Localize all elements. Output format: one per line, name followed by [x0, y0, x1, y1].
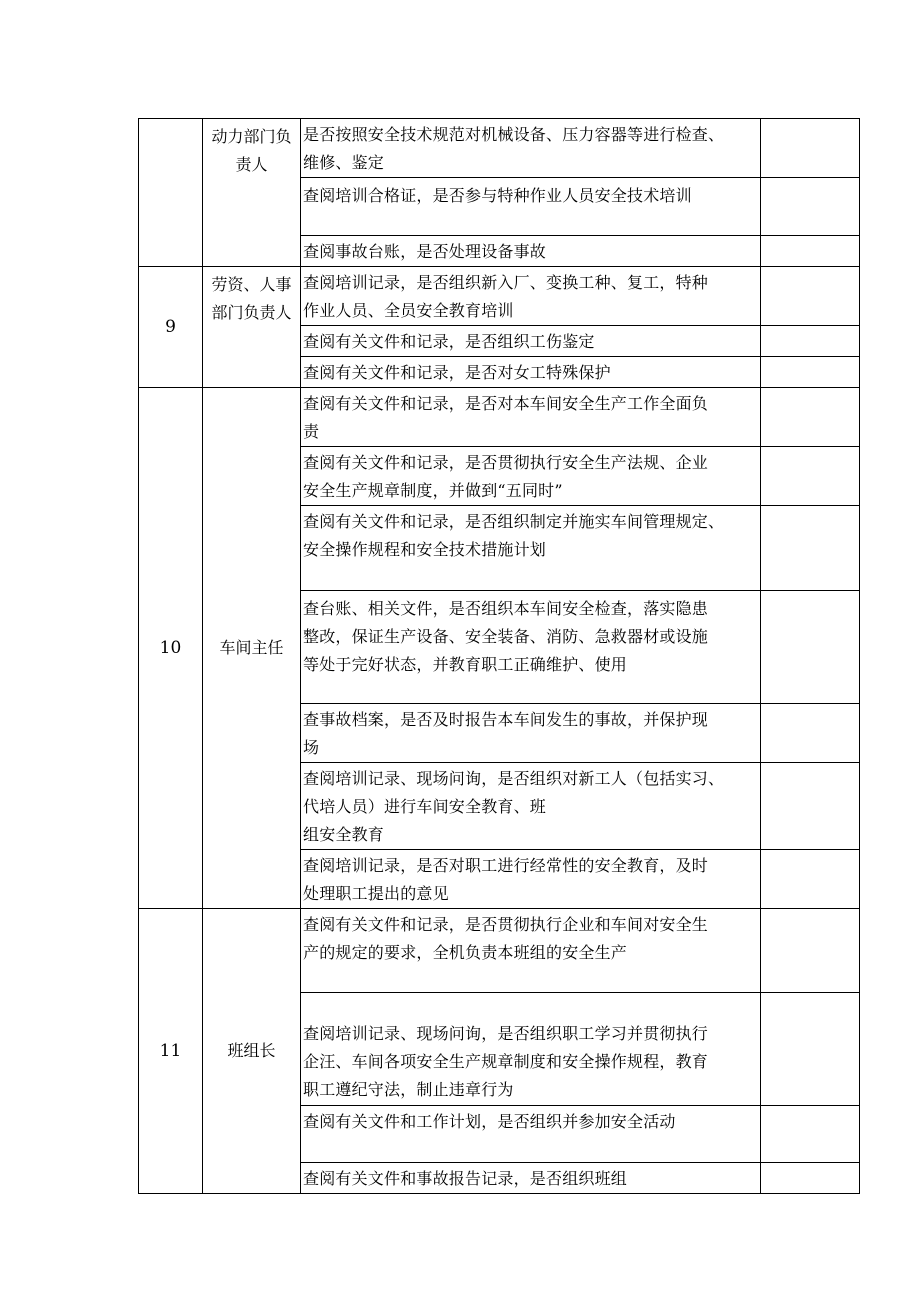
check-item: 查阅有关文件和记录，是否组织工伤鉴定 — [301, 326, 761, 357]
check-item: 查事故档案，是否及时报告本车间发生的事故，并保护现 场 — [301, 704, 761, 763]
result-cell[interactable] — [761, 119, 860, 178]
row-number: 9 — [139, 267, 203, 388]
table-row — [139, 388, 860, 447]
result-cell[interactable] — [761, 236, 860, 267]
check-item: 是否按照安全技术规范对机械设备、压力容器等进行检查、 维修、鉴定 — [301, 119, 761, 178]
check-item: 查阅培训记录、现场问询，是否组织对新工人（包括实习、 代培人员）进行车间安全教育、班 组安全教育 — [301, 763, 761, 850]
check-item: 查台账、相关文件，是否组织本车间安全检查，落实隐患 整改，保证生产设备、安全装备、消防、急救器材或设施 等处于完好状态，并教育职工正确维护、使用 — [301, 591, 761, 704]
check-item: 查阅有关文件和事故报告记录，是否组织班组 — [301, 1163, 761, 1194]
result-cell[interactable] — [761, 591, 860, 704]
check-item: 查阅有关文件和记录，是否对本车间安全生产工作全面负 责 — [301, 388, 761, 447]
table-row — [139, 119, 860, 178]
result-cell[interactable] — [761, 178, 860, 236]
result-cell[interactable] — [761, 267, 860, 326]
result-cell[interactable] — [761, 447, 860, 506]
inspection-table — [138, 118, 860, 1194]
check-item: 查阅有关文件和记录，是否对女工特殊保护 — [301, 357, 761, 388]
result-cell[interactable] — [761, 1163, 860, 1194]
result-cell[interactable] — [761, 909, 860, 993]
result-cell[interactable] — [761, 763, 860, 850]
result-cell[interactable] — [761, 850, 860, 909]
role-cell: 劳资、人事部门负责人 — [203, 267, 301, 388]
row-number — [139, 119, 203, 267]
check-item: 查阅事故台账，是否处理设备事故 — [301, 236, 761, 267]
row-number: 11 — [139, 909, 203, 1194]
result-cell[interactable] — [761, 506, 860, 591]
result-cell[interactable] — [761, 993, 860, 1106]
table-row — [139, 909, 860, 993]
result-cell[interactable] — [761, 388, 860, 447]
row-number: 10 — [139, 388, 203, 909]
role-cell: 动力部门负责人 — [203, 119, 301, 267]
role-cell: 班组长 — [203, 909, 301, 1194]
result-cell[interactable] — [761, 326, 860, 357]
check-item: 查阅有关文件和记录，是否贯彻执行安全生产法规、企业 安全生产规章制度，并做到“五同时” — [301, 447, 761, 506]
check-item: 查阅培训合格证，是否参与特种作业人员安全技术培训 — [301, 178, 761, 236]
result-cell[interactable] — [761, 357, 860, 388]
check-item: 查阅有关文件和记录，是否组织制定并施实车间管理规定、 安全操作规程和安全技术措施计划 — [301, 506, 761, 591]
check-item: 查阅培训记录，是否对职工进行经常性的安全教育，及时 处理职工提出的意见 — [301, 850, 761, 909]
role-cell: 车间主任 — [203, 388, 301, 909]
check-item: 查阅培训记录、现场问询，是否组织职工学习并贯彻执行 企汪、车间各项安全生产规章制度和安全操作规程，教育 职工遵纪守法，制止违章行为 — [301, 993, 761, 1106]
check-item: 查阅培训记录，是否组织新入厂、变换工种、复工，特种 作业人员、全员安全教育培训 — [301, 267, 761, 326]
check-item: 查阅有关文件和记录，是否贯彻执行企业和车间对安全生 产的规定的要求，全机负责本班组的安全生产 — [301, 909, 761, 993]
safety-checklist-table — [138, 118, 860, 1194]
table-row — [139, 267, 860, 326]
check-item: 查阅有关文件和工作计划，是否组织并参加安全活动 — [301, 1106, 761, 1163]
result-cell[interactable] — [761, 704, 860, 763]
result-cell[interactable] — [761, 1106, 860, 1163]
